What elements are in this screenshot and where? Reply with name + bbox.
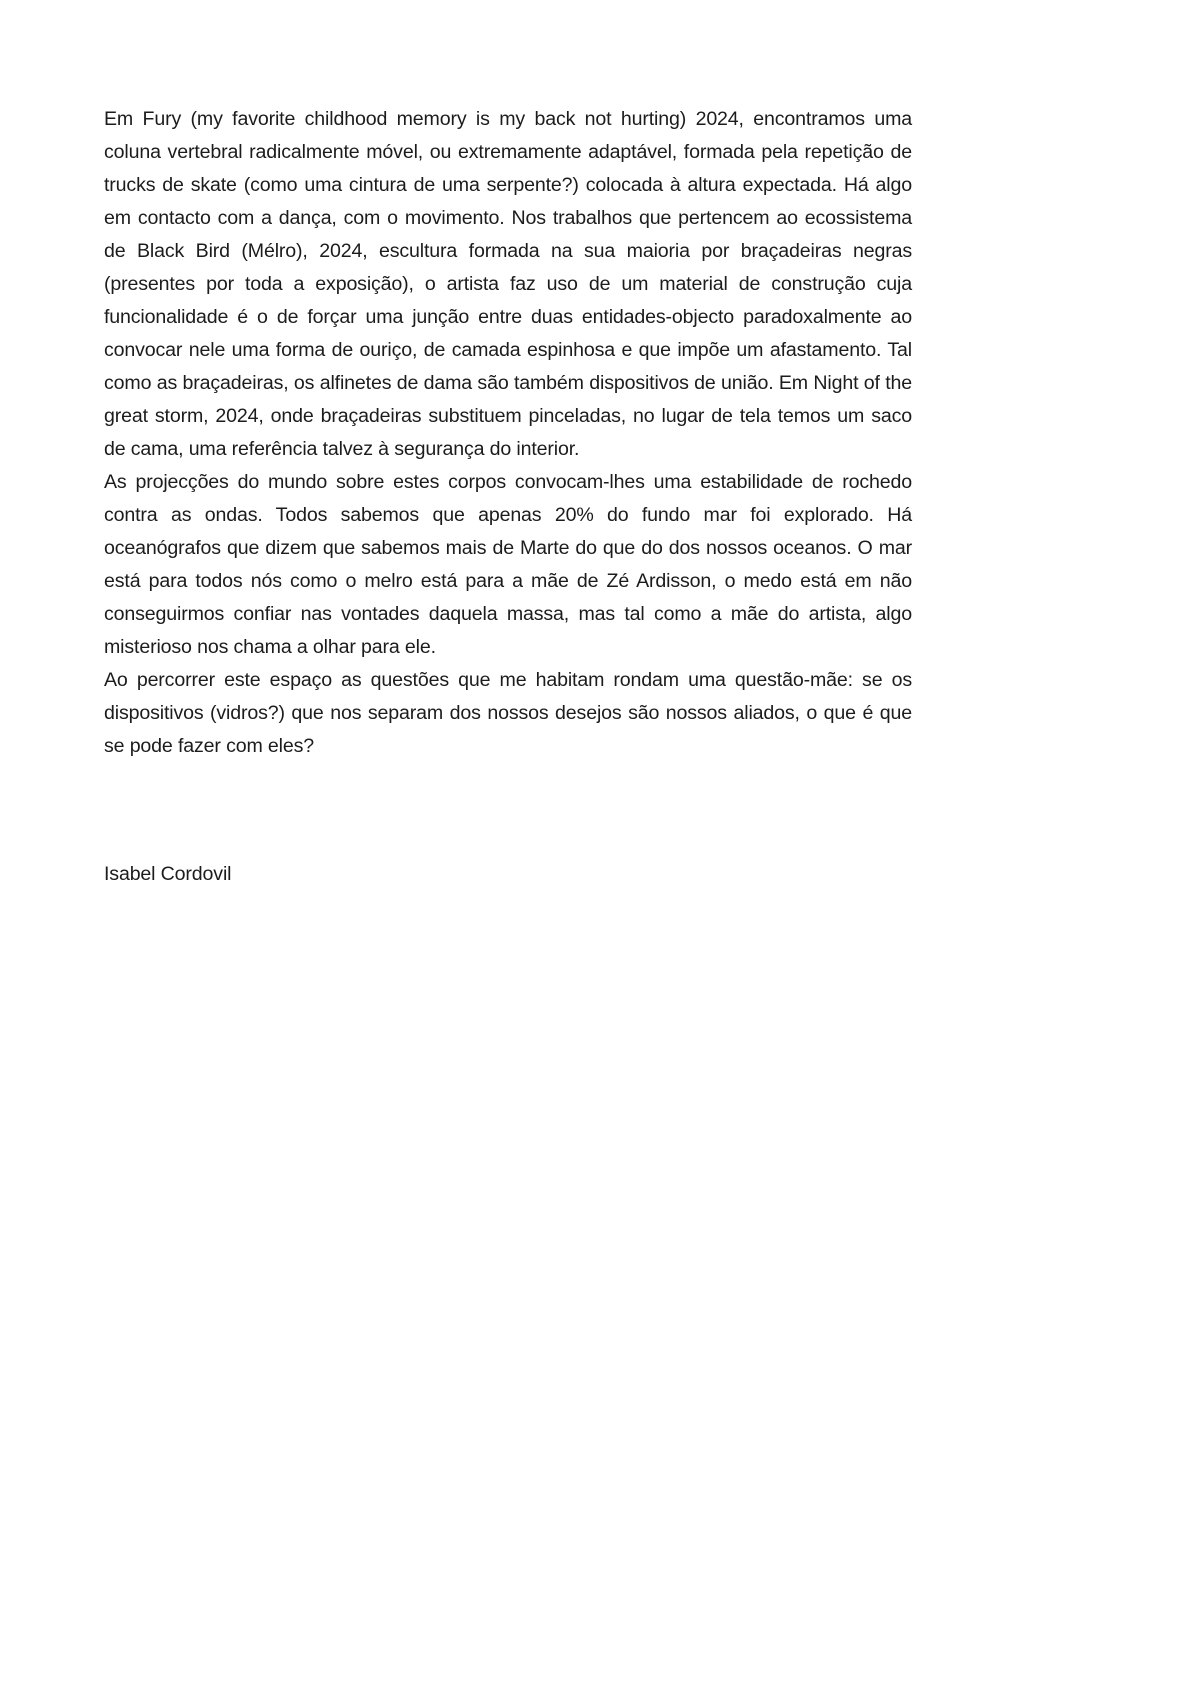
essay-body — [104, 103, 912, 763]
paragraph-2: As projecções do mundo sobre estes corpos convocam-lhes uma estabilidade de rochedo contra as ondas. Todos sabemos que apenas 20% do fundo mar foi explorado. Há oceanógrafos que dizem que sabemos mais de Marte do que do dos nossos oceanos. O mar está para todos nós como o melro está para a mãe de Zé Ardisson, o medo está em não conseguirmos confiar nas vontades daquela massa, mas tal como a mãe do artista, algo misterioso nos chama a olhar para ele. — [104, 471, 912, 658]
paragraph-3: Ao percorrer este espaço as questões que me habitam rondam uma questão-mãe: se os dispositivos (vidros?) que nos separam dos nossos desejos são nossos aliados, o que é que se pode fazer com eles? — [104, 669, 912, 757]
author-signature: Isabel Cordovil — [104, 863, 232, 885]
paragraph-1: Em Fury (my favorite childhood memory is my back not hurting) 2024, encontramos uma coluna vertebral radicalmente móvel, ou extremamente adaptável, formada pela repetição de trucks de skate (como uma cintura de uma serpente?) colocada à altura expectada. Há algo em contacto com a dança, com o movimento. Nos trabalhos que pertencem ao ecossistema de Black Bird (Mélro), 2024, escultura formada na sua maioria por braçadeiras negras (presentes por toda a exposição), o artista faz uso de um material de construção cuja funcionalidade é o de forçar uma junção entre duas entidades-objecto paradoxalmente ao convocar nele uma forma de ouriço, de camada espinhosa e que impõe um afastamento. Tal como as braçadeiras, os alfinetes de dama são também dispositivos de união. Em Night of the great storm, 2024, onde braçadeiras substituem pinceladas, no lugar de tela temos um saco de cama, uma referência talvez à segurança do interior. — [104, 108, 912, 460]
